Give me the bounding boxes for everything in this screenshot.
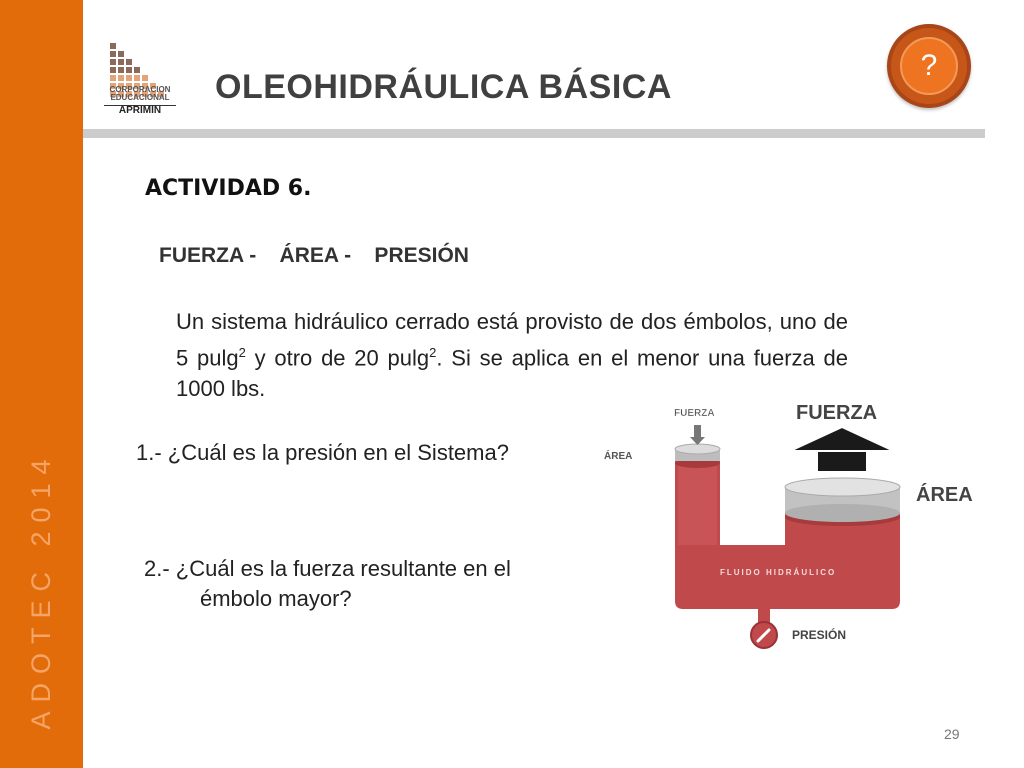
sidebar-text: ADOTEC 2014 bbox=[26, 450, 56, 730]
problem-statement bbox=[176, 306, 848, 404]
logo-line2: EDUCACIONAL bbox=[110, 93, 170, 102]
question-1: 1.- ¿Cuál es la presión en el Sistema? bbox=[136, 440, 509, 465]
help-button[interactable] bbox=[887, 24, 971, 108]
question-mark-icon: ? bbox=[900, 37, 958, 95]
outlet-pipe bbox=[758, 609, 770, 623]
page-number: 29 bbox=[944, 726, 960, 742]
question-2-line2: émbolo mayor? bbox=[200, 586, 352, 611]
title-divider bbox=[83, 129, 985, 138]
logo-brand: APRIMIN bbox=[104, 105, 176, 115]
label-presion: PRESIÓN bbox=[792, 628, 847, 642]
small-piston-top bbox=[675, 444, 720, 454]
hydraulic-diagram bbox=[600, 395, 995, 655]
large-force-arrow-icon bbox=[790, 427, 894, 451]
label-fuerza-big: FUERZA bbox=[796, 402, 878, 424]
question-2 bbox=[144, 554, 594, 614]
para-part3: . Si se aplica en el menor una fuerza de 1000 lbs. bbox=[176, 345, 848, 402]
para-part2: y otro de 20 pulg bbox=[245, 345, 430, 371]
para-part1: Un sistema hidráulico cerrado está provisto de dos émbolos, uno de 5 pulg bbox=[176, 309, 848, 371]
page-title: OLEOHIDRÁULICA BÁSICA bbox=[215, 68, 672, 106]
small-force-arrow-shaft bbox=[694, 425, 701, 439]
label-area-small: ÁREA bbox=[604, 451, 633, 462]
logo-text bbox=[104, 86, 176, 115]
label-fuerza-small: FUERZA bbox=[674, 408, 715, 419]
activity-heading: ACTIVIDAD 6. bbox=[145, 176, 312, 201]
para-sup2: 2 bbox=[429, 345, 437, 360]
question-2-line1: 2.- ¿Cuál es la fuerza resultante en el bbox=[144, 556, 511, 581]
para-sup1: 2 bbox=[238, 345, 246, 360]
large-piston-top bbox=[785, 478, 900, 496]
label-area-big: ÁREA bbox=[916, 484, 973, 506]
label-fluid: FLUIDO HIDRÁULICO bbox=[720, 568, 837, 577]
logo-line1: CORPORACION bbox=[109, 85, 171, 94]
large-piston-bottom-edge bbox=[785, 504, 900, 522]
topic-subtitle: FUERZA - ÁREA - PRESIÓN bbox=[159, 244, 469, 267]
sidebar-stripe bbox=[0, 0, 83, 768]
fluid-highlight bbox=[678, 461, 717, 545]
